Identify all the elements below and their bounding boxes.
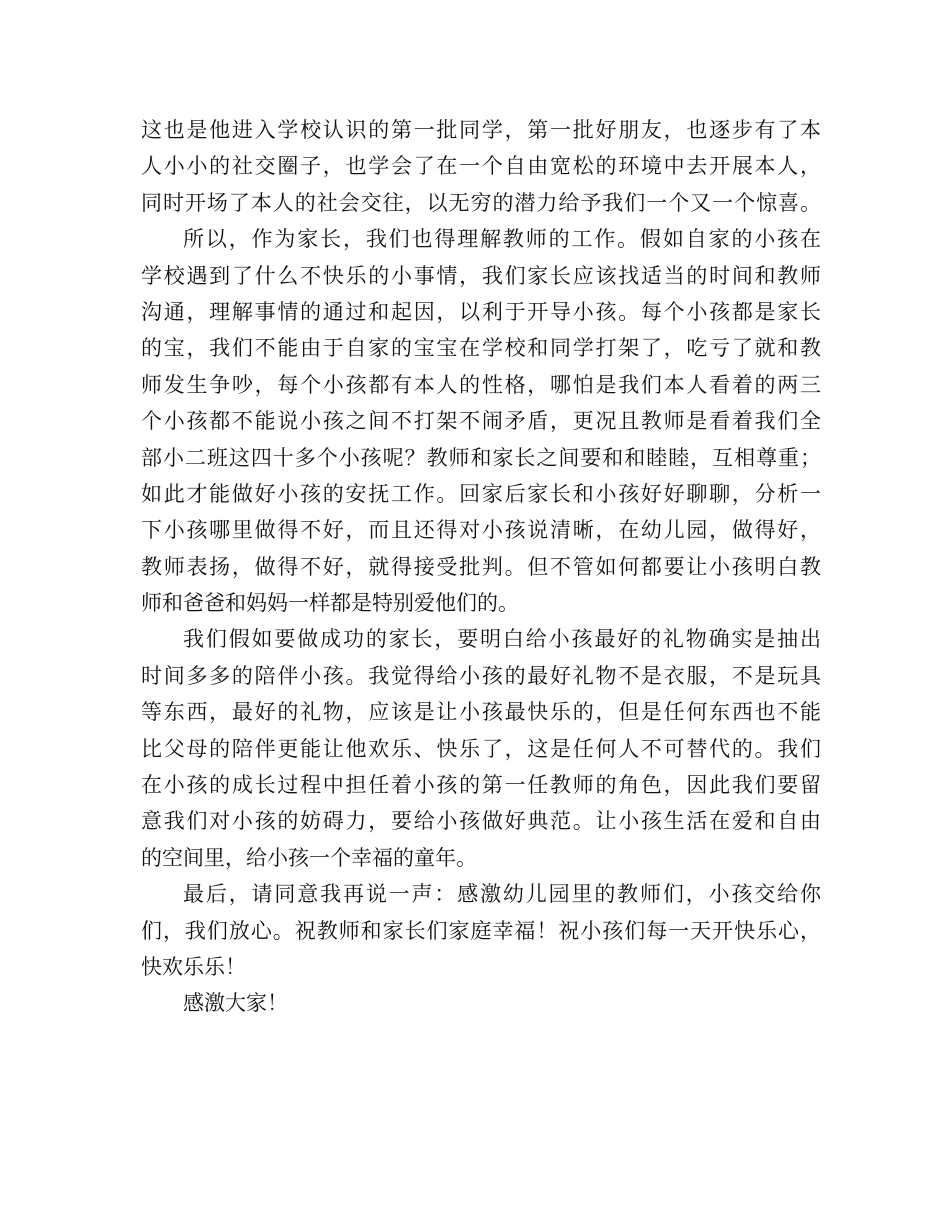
text-line: 最后，请同意我再说一声：感激幼儿园里的教师们，小孩交给你	[183, 882, 821, 907]
text-line: 快欢乐乐！	[141, 954, 246, 979]
text-line: 所以，作为家长，我们也得理解教师的工作。假如自家的小孩在	[183, 227, 821, 252]
text-line: 的宝，我们不能由于自家的宝宝在学校和同学打架了，吃亏了就和教	[141, 336, 821, 361]
text-line: 个小孩都不能说小孩之间不打架不闹矛盾，更况且教师是看着我们全	[141, 409, 821, 434]
document-body	[141, 112, 821, 1022]
paragraph-4	[141, 876, 821, 985]
text-line: 比父母的陪伴更能让他欢乐、快乐了，这是任何人不可替代的。我们	[141, 736, 821, 761]
text-line: 师发生争吵，每个小孩都有本人的性格，哪怕是我们本人看着的两三	[141, 372, 821, 397]
text-line: 教师表扬，做得不好，就得接受批判。但不管如何都要让小孩明白教	[141, 554, 821, 579]
text-line: 人小小的社交圈子，也学会了在一个自由宽松的环境中去开展本人，	[141, 154, 821, 179]
text-line: 的空间里，给小孩一个幸福的童年。	[141, 845, 477, 870]
text-line: 们，我们放心。祝教师和家长们家庭幸福！祝小孩们每一天开快乐心，	[141, 918, 821, 943]
text-line: 在小孩的成长过程中担任着小孩的第一任教师的角色，因此我们要留	[141, 773, 821, 798]
text-line: 这也是他进入学校认识的第一批同学，第一批好朋友，也逐步有了本	[141, 118, 821, 142]
text-line: 部小二班这四十多个小孩呢？教师和家长之间要和和睦睦，互相尊重；	[141, 445, 821, 470]
text-line: 学校遇到了什么不快乐的小事情，我们家长应该找适当的时间和教师	[141, 263, 821, 288]
paragraph-1	[141, 112, 821, 221]
text-line: 师和爸爸和妈妈一样都是特别爱他们的。	[141, 591, 519, 616]
text-line: 如此才能做好小孩的安抚工作。回家后家长和小孩好好聊聊，分析一	[141, 481, 821, 506]
paragraph-3	[141, 621, 821, 876]
paragraph-2	[141, 221, 821, 621]
text-line: 等东西，最好的礼物，应该是让小孩最快乐的，但是任何东西也不能	[141, 700, 821, 725]
text-line: 同时开场了本人的社会交往，以无穷的潜力给予我们一个又一个惊喜。	[141, 190, 821, 215]
text-line: 沟通，理解事情的通过和起因，以利于开导小孩。每个小孩都是家长	[141, 299, 821, 324]
text-line: 我们假如要做成功的家长，要明白给小孩最好的礼物确实是抽出	[183, 627, 821, 652]
text-line: 时间多多的陪伴小孩。我觉得给小孩的最好礼物不是衣服，不是玩具	[141, 663, 821, 688]
text-line: 下小孩哪里做得不好，而且还得对小孩说清晰，在幼儿园，做得好，	[141, 518, 821, 543]
text-line: 意我们对小孩的妨碍力，要给小孩做好典范。让小孩生活在爱和自由	[141, 809, 821, 834]
paragraph-5	[141, 985, 821, 1021]
text-line: 感激大家！	[183, 991, 288, 1016]
